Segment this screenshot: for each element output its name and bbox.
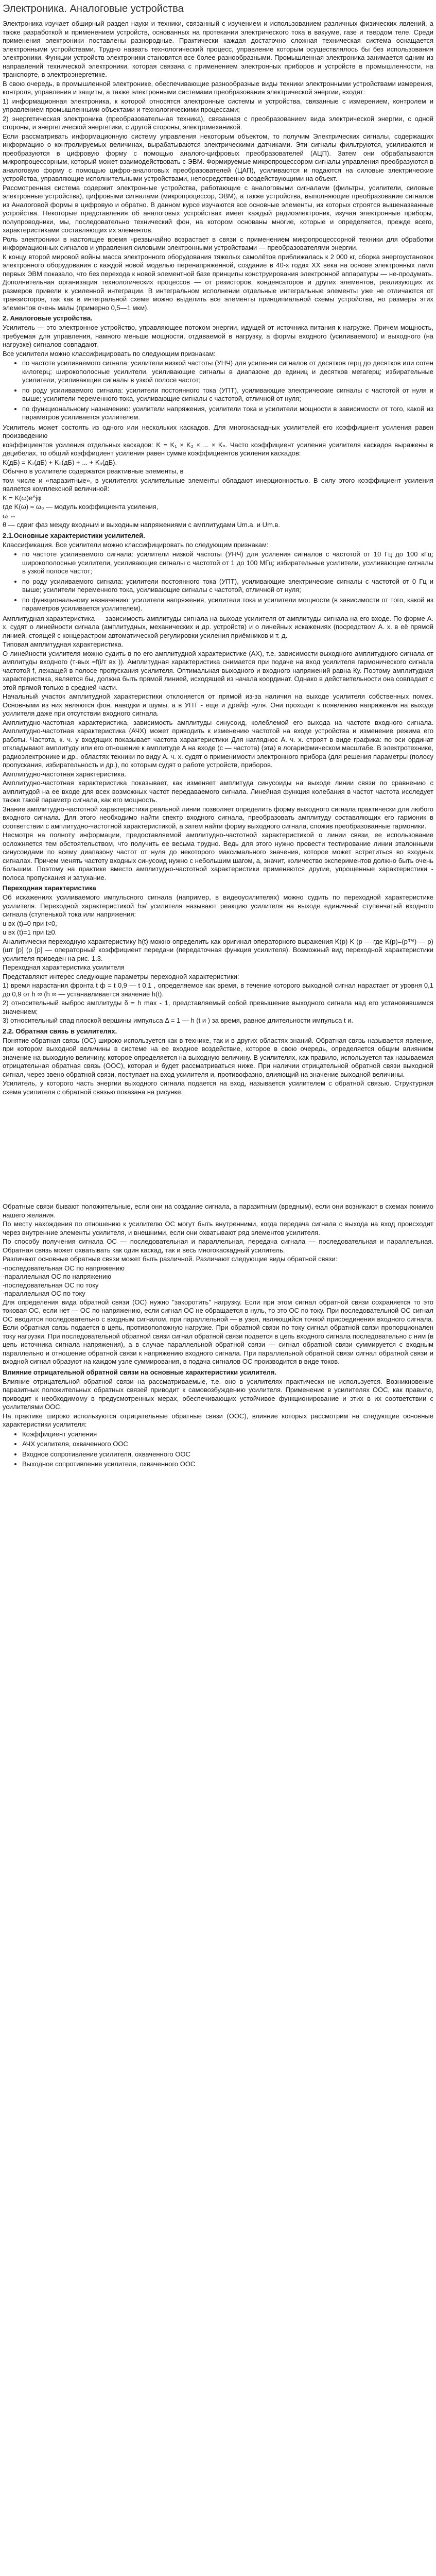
list-item: • по роду усиливаемого сигнала: усилители постоянного тока (УПТ), усиливающие электрические сигналы с частотой от 0 Гц и выше; усилители переменного тока, усиливающие сигналы с частотой, отличной от нуля; <box>22 578 433 595</box>
paragraph: Об искажениях усиливаемого импульсного сигнала (например, в видеоусилителях) можно судить по переходной характеристике усилителя. Переходной характеристикой hэ/ усилителя называют реакцию усилителя на выходе единичный ступенчатый входного сигнала (ступенькой тока или напряжения: <box>3 893 433 918</box>
paragraph: Усилитель может состоять из одного или нескольких каскадов. Для многокаскадных усилителей его коэффициент усиления равен произведению <box>3 423 433 439</box>
list-item: • по функциональному назначению: усилители напряжения, усилители тока и усилители мощности (в зависимости от того, какой из параметров усиливается усилителем). <box>22 596 433 613</box>
paragraph: 2) энергетическая электроника (преобразовательная техника), связанная с преобразованием вида электрической энергии, с одной стороны, и энергетической энергетики, с другой стороны, электромеханикой. <box>3 114 433 131</box>
paragraph: Аналитически переходную характеристику h(t) можно определить как оригинал операторного выражения K(p) K (p — где K(p)=(p™) — р) (шт [р] (р [р] — операторный коэффициент передачи (передаточная функция усилителя). Возможный вид переходной характеристики усилителя приведен на рис. 1.3. <box>3 937 433 962</box>
paragraph: Усилитель, у которого часть энергии выходного сигнала подается на вход, называется усилителем с обратной связью. Структурная схема усилителя с обратной связью показана на рисунке. <box>3 1079 433 1096</box>
paragraph: том числе и «паразитные», в усилителях усилительные элементы обладают инерционностью. В силу этого коэффициент усиления является комплексной величиной: <box>3 476 433 493</box>
list-item: -параллельная ОС по напряжению <box>3 1273 112 1280</box>
paragraph: По месту нахождения по отношению к усилителю ОС могут быть внутренними, когда передача сигнала с выхода на вход происходит через внутренние элементы усилителя, и внешними, если они охватывают ряд элементов усилителя. <box>3 1220 433 1236</box>
paragraph: 3) относительный спад плоской вершины импульса Δ = 1 — h (t и ) за время, равное длительности импульса t и. <box>3 1016 354 1024</box>
paragraph: 1) информационная электроника, к которой относятся электронные системы и устройства, связанные с измерением, контролем и управлением промышленными объектами и технологическими процессами; <box>3 97 433 113</box>
formula: K(дБ) = K₁(дБ) + K₂(дБ) + ... + Kₙ(дБ). <box>3 458 117 466</box>
paragraph: Роль электроники в настоящее время чрезвычайно возрастает в связи с применением микропроцессорной техники для обработки информационных сигналов и управления силовыми электронными устройствами — преобразователями энергии. <box>3 235 433 251</box>
paragraph: Различают основные обратные связи может быть различной. Различают следующие виды обратной связи: <box>3 1255 338 1263</box>
paragraph: где K(ω) = ω₀ — модуль коэффициента усиления, <box>3 503 159 511</box>
document <box>0 2 436 1469</box>
paragraph: Усилитель — это электронное устройство, управляющее потоком энергии, идущей от источника питания к нагрузке. Причем мощность, требуемая для управления, намного меньше мощности, отдаваемой в нагрузку, а формы входного (усиливаемого) и выходного (на нагрузке) сигналов совпадают. <box>3 324 433 348</box>
document-body <box>3 20 433 1469</box>
paragraph: Рассмотренная система содержит электронные устройства, работающие с аналоговыми сигналами (фильтры, усилители, силовые электронные устройства), цифровыми сигналами (микропроцессор, ЭВМ), а также устройства, выполняющие преобразование сигналов из Аналоговой формы в цифровую и обратно. В данном курсе изучаются все основные элементы, из которых строятся вышеназванные устройства. Некоторые представления об аналоговых устройствах имеет каждый радиоэлектроник, изучая электронные приборы, полупроводники, мы, последовательно технический фон, на котором основаны многие, которые и определяется, прежде всего, характеристиками составляющих их элементов. <box>3 183 433 234</box>
list-item: • Входное сопротивление усилителя, охваченного ООС <box>22 1450 433 1459</box>
paragraph: На практике широко используются отрицательные обратные связи (ООС), влияние которых рассмотрим на следующие основные характеристики усилителя: <box>3 1412 433 1428</box>
section-heading: Влияние отрицательной обратной связи на основные характеристики усилителя. <box>3 1368 277 1376</box>
paragraph: По способу получения сигнала ОС — последовательная и параллельная, передача сигнала — последовательная и параллельная. Обратная связь может охватывать как один каскад, так и весь многокаскадный усилитель. <box>3 1238 433 1254</box>
paragraph: Классификация. Все усилители можно классифицировать по следующим признакам: <box>3 540 269 549</box>
list-item: • Коэффициент усиления <box>22 1430 433 1439</box>
list-item: • по функциональному назначению: усилители напряжения, усилители тока и усилители мощности в зависимости от того, какой из параметров усиливается усилителем. <box>22 405 433 422</box>
list-item: -параллельная ОС по току <box>3 1290 85 1297</box>
paragraph: Амплитудная характеристика — зависимость амплитуды сигнала на выходе усилителя от амплитуды сигнала на его входе. По форме А. х. судят о линейности сигнала (амплитудных, механических и др. устройств) и о линейных искажениях (посредством А. х. в её прямой линией, стоящей с концерастром автоматической регулировки усиления приёмников и т. д. <box>3 614 433 639</box>
paragraph: коэффициентов усиления отдельных каскадов: K = K₁ × K₂ × ... × Kₙ. Часто коэффициент усиления усилителя каскадов выражены в децибелах, то общий коэффициент усиления равен сумме коэффициентов усиления каскадов: <box>3 440 433 457</box>
figure-placeholder <box>3 1097 433 1202</box>
list-item: • по частоте усиливаемого сигнала: усилители низкой частоты (УНЧ) для усиления сигналов от десятков герц до десятков или сотен килогерц; широкополосные усилители, усиливающие сигналы в диапазоне до единиц и десятков мегагерц; избирательные усилители, усиливающие сигналы в узкой полосе частот; <box>22 359 433 385</box>
paragraph: Все усилители можно классифицировать по следующим признакам: <box>3 349 216 358</box>
paragraph: В свою очередь, в промышленной электронике, обеспечивающие разнообразные виды техники электронными устройствами измерения, контроля, управления и защиты, а также электронными системами преобразования электрической энергии, входят: <box>3 79 433 96</box>
paragraph: Обычно в усилителе содержатся реактивные элементы, в <box>3 467 184 475</box>
paragraph: О линейности усилителя можно судить в по его амплитудной характеристике (АХ), т.е. зависимости выходного амплитудного сигнала от амплитуды входного (т-вых =f(і/т вх )). Амплитудная характеристика снимается при подаче на вход усилителя гармонического сигнала частотой f, лежащей в полосе пропускания усилителя. Оптимальная выходного и входного напряжений равна Ку. Поэтому амплитудная характеристика, является бы, должна быть прямой линией, исходящей из начала координат. Однако в действительности она совпадает с этой прямой только в средней части. <box>3 649 433 691</box>
paragraph: Влияние отрицательной обратной связи на рассматриваемые, т.е. оно в усилителях практически не используется. Возникновение паразитных положительных обратных связей приводит к самовозбуждению усилителя. Применение в усилителях ООС, как правило, приводит к необходимому в предусмотренных мерах, обеспечивающих устойчивое функционирование и этих в их соответствии с усилителями ООС. <box>3 1377 433 1411</box>
paragraph: Несмотря на полноту информации, предоставляемой амплитудно-частотной характеристикой о линии связи, ее использование осложняется тем обстоятельством, что получить ее весьма трудно. Ведь для этого нужно провести тестирование линии эталонными синусоидами по всему диапазону частот от нуля до некоторого максимального значения, которое может встретиться во входных сигналах. Причем менять частоту входных синусоид нужно с небольшим шагом, а, значит, количество экспериментов должно быть очень большим. Поэтому на практике вместо амплитудно-частотной характеристики применяются другие, упрощенные характеристики - полоса пропускания и затухание. <box>3 831 433 882</box>
list-item: • по роду усиливаемого сигнала: усилители постоянного тока (УПТ), усиливающие электрические сигналы с частотой от нуля и выше; усилители переменного тока, усиливающие сигналы с частотой, отличной от нуля; <box>22 386 433 403</box>
paragraph: Понятие обратная связь (ОС) широко используется как в технике, так и в других областях знаний. Обратная связь называется явление, при котором выходной величины в системе на ее входное воздействие, которое в свою очередь, определяется общим влиянием значение на выходную величину, которое определяется на выходную величину. В усилителях, как правило, используется так называемая отрицательная обратная связь (ООС), которая и будет рассматриваться ниже. При наличии отрицательной обратной связи выходной сигнал, через звено обратной связи, поступает на вход усилителя и, противофазно, влияющий на значение выходной величины. <box>3 1036 433 1078</box>
paragraph: Электроника изучает обширный раздел науки и техники, связанный с изучением и использованием различных физических явлений, а также разработкой и применением устройств, основанных на протекании электрического тока в вакууме, газе и твердом теле. Среди применения электроники поставлены разнородные. Практически каждая достаточно сложная техническая система оснащается электронными устройствами. Трудно назвать технологический процесс, управление которым осуществлялось бы без использования электроники. Функции устройств электроники становятся все более разнообразными. Промышленная электроника занимается одним из направлений технической электроники, которая связана с применением электронных приборов и устройств в промышленности, на транспорте, в электроэнергетике. <box>3 20 433 78</box>
bullet-list <box>3 359 433 422</box>
paragraph: Начальный участок амплитудной характеристики отклоняется от прямой из-за наличия на выходе усилителя собственных помех. Основными из них являются фон, наводки и шумы, а в УПТ - еще и дрейф нуля. Они проходят к появлению напряжения на выходе усилителя даже при отсутствии входного сигнала. <box>3 692 433 717</box>
paragraph: Обратные связи бывают положительные, если они на создание сигнала, а паразитным (вредным), если они возникают в схемах помимо нашего желания. <box>3 1202 433 1219</box>
paragraph: К концу второй мировой войны масса электронного оборудования тяжелых самолётов приближалась к 2 000 кг, сборка энергоустановок электронного оборудования с каждой новой моделью перенапряжённой, создание в 40-х годах XX века на основе электронных ламп первых ЭВМ показало, что без перехода к новой элементной базе принципы конструирования электронной аппаратуры — не-продумать. Дополнительная организация технологических процессов — от резисторов, конденсаторов и других элементов, реализующих их размеров привели к усиленной интеграции. В интегральном исполнении отдельные интегральные элементы уже не отличаются от транзисторов, так как в интегральной схеме можно выделить все элементы принципиальной схемы устройства, но размеры этих элементов очень малы (примерно 0,5—1 мкм). <box>3 252 433 312</box>
paragraph: 2) относительный выброс амплитуды δ = h max - 1, представляемый собой превышение выходного сигнала над его установившимся значением; <box>3 999 433 1015</box>
paragraph: Амплитудно-частотная характеристика показывает, как изменяет амплитуда синусоиды на выходе линии связи по сравнению с амплитудой на ее входе для всех возможных частот передаваемого сигнала. Линейная функция колебания в частот частота исследует также такой параметр сигнала, как его мощность. <box>3 779 433 804</box>
paragraph: Для определения вида обратной связи (ОС) нужно "закоротить" нагрузку. Если при этом сигнал обратной связи сохраняется то это токовая ОС, если нет — ОС по напряжению, если сигнал ОС не обращается в нуль, то это ОС по току. При последовательной ОС сигнал ОС вводится последовательно с входным сигналом, при параллельной — в узел, являющийся точкой присоединения входного сигнала. Если обратная связь подается в цепь, противоположную нагрузке. При обратной связи по току сигнал обратной связи пропорционален току нагрузки. При последовательной обратной связи сигнал обратной связи подается в цепь входного сигнала последовательно с ним (в цепь источника сигнала напряжения), а в случае параллельной обратной связи — сигнал обратной связи суммируется с входным параллельно и отношение обратной связи к напряжению входного сигнала. При параллельной обратной связи сигнал обратной связи и входной сигнал образуют на каждом узле суммирования, в подача сигналов ОС производится в виде токов. <box>3 1298 433 1365</box>
section-heading: Переходная характеристика <box>3 884 96 892</box>
section-heading: 2.1.Основные характеристики усилителей. <box>3 531 145 539</box>
paragraph: Амплитудно-частотная характеристика, зависимость амплитуды синусоид, колеблемой его выхода на частоте входного сигнала. Амплитудно-частотная характеристика (АЧХ) может приводить к изменению частотой на входе устройства и изменение режима его работы. Частота, к. ч. у входящих показывает частота характеристики Для нагляднос А. ч. х. строят в виде графика: по оси ординат откладывают амплитуду или его отношение к амплитуде А на входе (с — частота) (эта) в логарифмическом масштабе. В электротехнике, радиоэлектронике и др., областях техники по виду А. ч. х. судят о применимости электронного прибора (для решения параметры (полосу пропускания, избирательность и др.), по которым судят о работе устройств, приборов. <box>3 718 433 769</box>
formula: K = K(ω)e^jφ <box>3 494 42 502</box>
paragraph: 1) время нарастания фронта t ф = t 0,9 — t 0,1 , определяемое как время, в течение которого выходной сигнал нарастает от уровня 0,1 до 0,9 от h ∞ (h ∞ — устанавливается значение h(t). <box>3 981 433 998</box>
formula: u вх (t)=1 при t≥0. <box>3 928 57 936</box>
list-item: • Выходное сопротивление усилителя, охваченного ООС <box>22 1460 433 1469</box>
paragraph: Типовая амплитудная характеристика. <box>3 640 124 648</box>
bullet-list <box>3 550 433 613</box>
section-heading: 2. Аналоговые устройства. <box>3 314 93 322</box>
paragraph: Представляют интерес следующие параметры переходной характеристики: <box>3 972 239 980</box>
list-item: -последовательная ОС по току <box>3 1281 99 1289</box>
list-item: • по частоте усиливаемого сигнала: усилители низкой частоты (УНЧ) для усиления сигналов с частотой от 10 Гц до 100 кГц; широкополосные усилители, усиливающие сигналы с частотой от 1 до 100 МГц; избирательные усилители, усиливающие сигналы в узкой полосе частот; <box>22 550 433 576</box>
section-heading: 2.2. Обратная связь в усилителях. <box>3 1027 117 1035</box>
paragraph: Амплитудно-частотная характеристика. <box>3 770 127 778</box>
list-item: -последовательная ОС по напряжению <box>3 1264 125 1272</box>
dash-list <box>3 1264 433 1298</box>
formula: ω ⇔ <box>3 512 16 520</box>
list-item: • АЧХ усилителя, охваченного ООС <box>22 1440 433 1449</box>
paragraph: Переходная характеристика усилителя <box>3 963 125 971</box>
paragraph: θ — сдвиг фаз между входным и выходным напряжениями с амплитудами Um.a. и Um.в. <box>3 521 281 529</box>
paragraph: Если рассматривать информационную систему управления некоторым объектом, то получим Электрических сигналы, содержащих информацию о контролируемых величинах, вырабатываются электрическими датчиками. Эти сигналы фильтруются, усиливаются и преобразуются в цифровую форму с помощью аналого-цифровых преобразователей (АЦП). Затем они обрабатываются микропроцессорным, который может взаимодействовать с ЭВМ. Формируемые микропроцессором сигналы управления преобразуются в аналоговую форму с помощью цифро-аналоговых преобразователей (ЦАП), усиливаются и подаются на силовые электрические устройства, управляющие исполнительными устройствами, непосредственно воздействующими на объект. <box>3 132 433 182</box>
paragraph: Знание амплитудно-частотной характеристики реальной линии позволяет определить форму выходного сигнала практически для любого входного сигнала. Для этого необходимо найти спектр входного сигнала, преобразовать амплитуду составляющих его гармоник в соответствии с амплитудно-частотной характеристикой, а затем найти форму выходного сигнала, сложив преобразованные гармоники. <box>3 805 433 830</box>
bullet-list <box>3 1430 433 1469</box>
formula: u вх (t)=0 при t<0, <box>3 919 57 927</box>
page-title: Электроника. Аналоговые устройства <box>3 3 184 14</box>
